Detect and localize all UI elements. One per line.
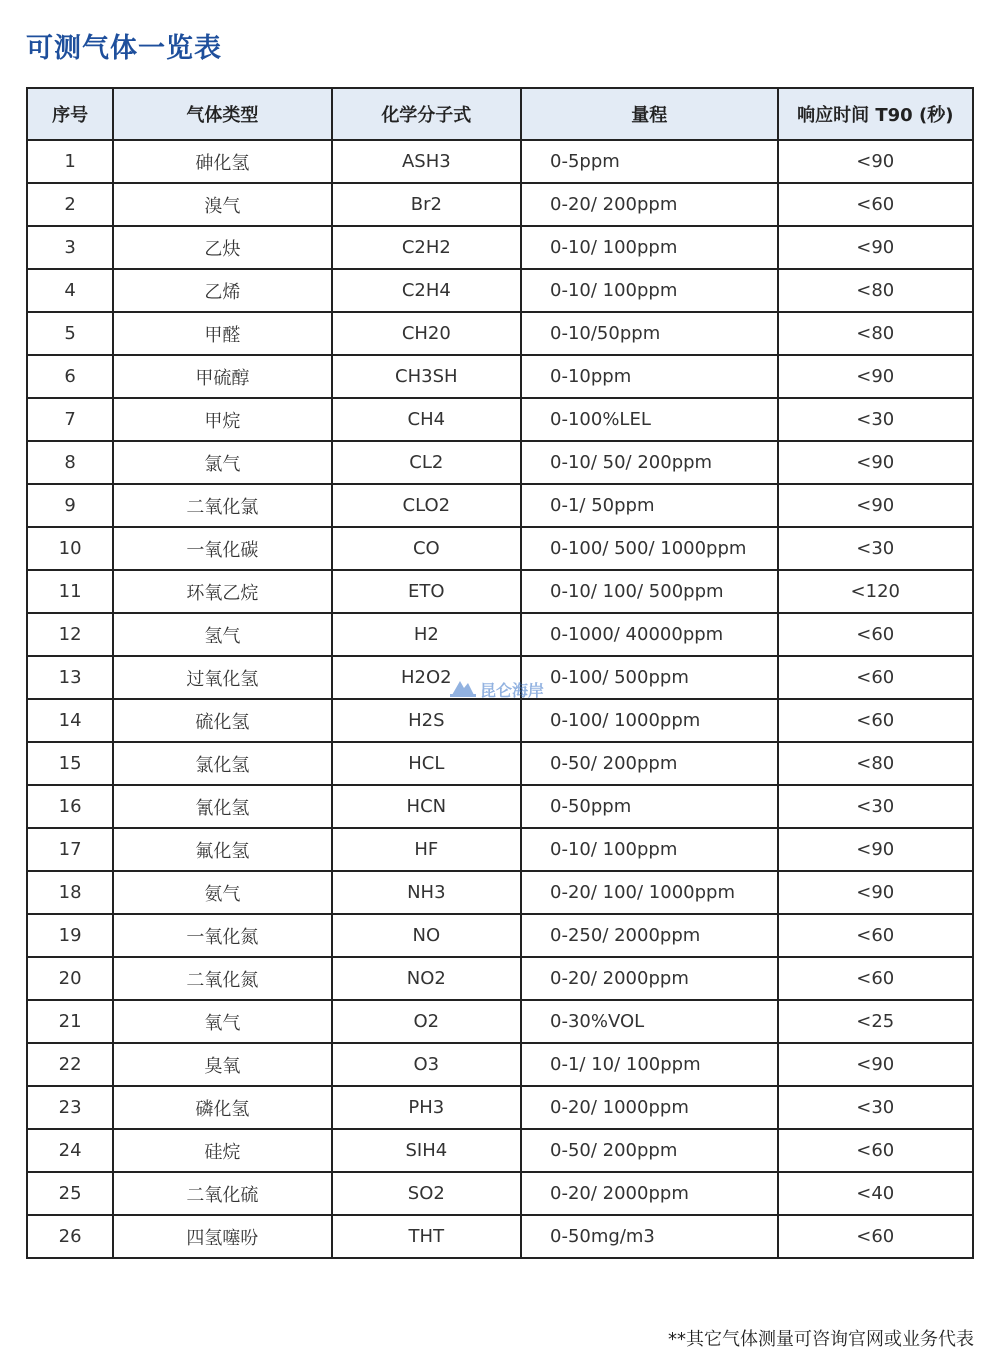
cell-gas-type: 乙炔 xyxy=(113,226,331,269)
cell-range: 0-50ppm xyxy=(521,785,778,828)
table-header xyxy=(27,88,973,140)
cell-formula: HF xyxy=(332,828,521,871)
cell-formula: ETO xyxy=(332,570,521,613)
table-row xyxy=(27,914,973,957)
table-row xyxy=(27,699,973,742)
cell-response-time: <90 xyxy=(778,355,973,398)
cell-index: 17 xyxy=(27,828,113,871)
cell-range: 0-100/ 1000ppm xyxy=(521,699,778,742)
cell-range: 0-1/ 50ppm xyxy=(521,484,778,527)
cell-formula: CL2 xyxy=(332,441,521,484)
cell-range: 0-1/ 10/ 100ppm xyxy=(521,1043,778,1086)
cell-formula: ASH3 xyxy=(332,140,521,183)
cell-index: 19 xyxy=(27,914,113,957)
cell-index: 13 xyxy=(27,656,113,699)
cell-gas-type: 二氧化硫 xyxy=(113,1172,331,1215)
cell-gas-type: 氟化氢 xyxy=(113,828,331,871)
watermark-text: 昆仑海岸 xyxy=(480,681,545,700)
cell-formula: C2H2 xyxy=(332,226,521,269)
cell-formula: CLO2 xyxy=(332,484,521,527)
cell-index: 2 xyxy=(27,183,113,226)
cell-response-time: <60 xyxy=(778,699,973,742)
table-row xyxy=(27,312,973,355)
gas-table xyxy=(26,87,974,1259)
cell-response-time: <80 xyxy=(778,742,973,785)
table-row xyxy=(27,484,973,527)
cell-range: 0-10ppm xyxy=(521,355,778,398)
cell-gas-type: 一氧化氮 xyxy=(113,914,331,957)
cell-gas-type: 硅烷 xyxy=(113,1129,331,1172)
cell-range: 0-20/ 2000ppm xyxy=(521,1172,778,1215)
table-row xyxy=(27,527,973,570)
cell-index: 18 xyxy=(27,871,113,914)
cell-index: 1 xyxy=(27,140,113,183)
cell-range: 0-250/ 2000ppm xyxy=(521,914,778,957)
cell-response-time: <30 xyxy=(778,527,973,570)
table-row xyxy=(27,1215,973,1258)
cell-gas-type: 砷化氢 xyxy=(113,140,331,183)
cell-response-time: <60 xyxy=(778,1129,973,1172)
table-row xyxy=(27,441,973,484)
cell-formula: CH20 xyxy=(332,312,521,355)
cell-index: 25 xyxy=(27,1172,113,1215)
cell-formula: PH3 xyxy=(332,1086,521,1129)
cell-formula: O2 xyxy=(332,1000,521,1043)
cell-index: 21 xyxy=(27,1000,113,1043)
cell-range: 0-30%VOL xyxy=(521,1000,778,1043)
cell-gas-type: 氯化氢 xyxy=(113,742,331,785)
cell-range: 0-50/ 200ppm xyxy=(521,742,778,785)
cell-gas-type: 氢气 xyxy=(113,613,331,656)
cell-gas-type: 氰化氢 xyxy=(113,785,331,828)
cell-gas-type: 硫化氢 xyxy=(113,699,331,742)
cell-response-time: <30 xyxy=(778,398,973,441)
cell-formula: O3 xyxy=(332,1043,521,1086)
cell-response-time: <60 xyxy=(778,656,973,699)
cell-range: 0-20/ 2000ppm xyxy=(521,957,778,1000)
cell-index: 14 xyxy=(27,699,113,742)
cell-index: 15 xyxy=(27,742,113,785)
cell-formula: NO2 xyxy=(332,957,521,1000)
cell-response-time: <60 xyxy=(778,914,973,957)
header-row xyxy=(27,88,973,140)
table-row xyxy=(27,613,973,656)
cell-response-time: <80 xyxy=(778,269,973,312)
cell-range: 0-10/ 100ppm xyxy=(521,828,778,871)
cell-response-time: <60 xyxy=(778,957,973,1000)
cell-formula: C2H4 xyxy=(332,269,521,312)
cell-formula: H2O2 xyxy=(332,656,521,699)
table-row xyxy=(27,226,973,269)
table-row xyxy=(27,742,973,785)
cell-index: 23 xyxy=(27,1086,113,1129)
cell-formula: HCL xyxy=(332,742,521,785)
table-row xyxy=(27,957,973,1000)
cell-index: 22 xyxy=(27,1043,113,1086)
cell-index: 5 xyxy=(27,312,113,355)
cell-index: 8 xyxy=(27,441,113,484)
cell-response-time: <90 xyxy=(778,828,973,871)
cell-range: 0-20/ 200ppm xyxy=(521,183,778,226)
cell-formula: THT xyxy=(332,1215,521,1258)
cell-gas-type: 氨气 xyxy=(113,871,331,914)
cell-range: 0-100%LEL xyxy=(521,398,778,441)
cell-response-time: <90 xyxy=(778,871,973,914)
cell-formula: H2 xyxy=(332,613,521,656)
table-row xyxy=(27,398,973,441)
table-row xyxy=(27,140,973,183)
table-row xyxy=(27,269,973,312)
table-row xyxy=(27,828,973,871)
cell-index: 24 xyxy=(27,1129,113,1172)
header-formula: 化学分子式 xyxy=(332,88,521,140)
cell-range: 0-10/ 100ppm xyxy=(521,269,778,312)
cell-gas-type: 四氢噻吩 xyxy=(113,1215,331,1258)
cell-index: 7 xyxy=(27,398,113,441)
cell-formula: CO xyxy=(332,527,521,570)
cell-response-time: <90 xyxy=(778,484,973,527)
footnote: **其它气体测量可咨询官网或业务代表 xyxy=(668,1329,974,1350)
cell-gas-type: 氧气 xyxy=(113,1000,331,1043)
table-row xyxy=(27,570,973,613)
cell-gas-type: 甲烷 xyxy=(113,398,331,441)
table-row xyxy=(27,1000,973,1043)
cell-gas-type: 溴气 xyxy=(113,183,331,226)
cell-range: 0-100/ 500/ 1000ppm xyxy=(521,527,778,570)
header-index: 序号 xyxy=(27,88,113,140)
cell-range: 0-20/ 100/ 1000ppm xyxy=(521,871,778,914)
table-row xyxy=(27,183,973,226)
cell-gas-type: 二氧化氯 xyxy=(113,484,331,527)
cell-response-time: <80 xyxy=(778,312,973,355)
cell-formula: NO xyxy=(332,914,521,957)
cell-index: 3 xyxy=(27,226,113,269)
cell-response-time: <90 xyxy=(778,140,973,183)
cell-range: 0-100/ 500ppm xyxy=(521,656,778,699)
cell-index: 9 xyxy=(27,484,113,527)
header-range: 量程 xyxy=(521,88,778,140)
cell-range: 0-50mg/m3 xyxy=(521,1215,778,1258)
cell-gas-type: 磷化氢 xyxy=(113,1086,331,1129)
table-row xyxy=(27,355,973,398)
cell-response-time: <90 xyxy=(778,226,973,269)
cell-response-time: <90 xyxy=(778,1043,973,1086)
cell-formula: CH3SH xyxy=(332,355,521,398)
cell-gas-type: 环氧乙烷 xyxy=(113,570,331,613)
cell-index: 20 xyxy=(27,957,113,1000)
cell-gas-type: 甲醛 xyxy=(113,312,331,355)
cell-response-time: <30 xyxy=(778,785,973,828)
cell-gas-type: 氯气 xyxy=(113,441,331,484)
table-body xyxy=(27,140,973,1258)
table-row xyxy=(27,656,973,699)
page-title: 可测气体一览表 xyxy=(26,33,222,64)
cell-gas-type: 甲硫醇 xyxy=(113,355,331,398)
cell-response-time: <40 xyxy=(778,1172,973,1215)
table-row xyxy=(27,1086,973,1129)
cell-gas-type: 过氧化氢 xyxy=(113,656,331,699)
cell-range: 0-20/ 1000ppm xyxy=(521,1086,778,1129)
cell-index: 12 xyxy=(27,613,113,656)
cell-formula: Br2 xyxy=(332,183,521,226)
cell-response-time: <25 xyxy=(778,1000,973,1043)
cell-gas-type: 二氧化氮 xyxy=(113,957,331,1000)
cell-response-time: <60 xyxy=(778,183,973,226)
cell-range: 0-10/ 100ppm xyxy=(521,226,778,269)
cell-gas-type: 臭氧 xyxy=(113,1043,331,1086)
cell-index: 6 xyxy=(27,355,113,398)
cell-formula: H2S xyxy=(332,699,521,742)
cell-index: 11 xyxy=(27,570,113,613)
cell-range: 0-1000/ 40000ppm xyxy=(521,613,778,656)
table-row xyxy=(27,1043,973,1086)
table-row xyxy=(27,871,973,914)
cell-response-time: <120 xyxy=(778,570,973,613)
table-row xyxy=(27,1129,973,1172)
cell-index: 10 xyxy=(27,527,113,570)
cell-formula: NH3 xyxy=(332,871,521,914)
cell-gas-type: 乙烯 xyxy=(113,269,331,312)
cell-range: 0-10/ 50/ 200ppm xyxy=(521,441,778,484)
cell-response-time: <30 xyxy=(778,1086,973,1129)
cell-gas-type: 一氧化碳 xyxy=(113,527,331,570)
cell-response-time: <60 xyxy=(778,613,973,656)
cell-formula: SO2 xyxy=(332,1172,521,1215)
cell-formula: SIH4 xyxy=(332,1129,521,1172)
cell-range: 0-50/ 200ppm xyxy=(521,1129,778,1172)
cell-range: 0-10/ 100/ 500ppm xyxy=(521,570,778,613)
header-gas-type: 气体类型 xyxy=(113,88,331,140)
header-response-time: 响应时间 T90 (秒) xyxy=(778,88,973,140)
cell-formula: HCN xyxy=(332,785,521,828)
cell-formula: CH4 xyxy=(332,398,521,441)
cell-range: 0-5ppm xyxy=(521,140,778,183)
cell-index: 26 xyxy=(27,1215,113,1258)
cell-range: 0-10/50ppm xyxy=(521,312,778,355)
table-row xyxy=(27,1172,973,1215)
cell-index: 4 xyxy=(27,269,113,312)
cell-response-time: <90 xyxy=(778,441,973,484)
cell-response-time: <60 xyxy=(778,1215,973,1258)
table-row xyxy=(27,785,973,828)
cell-index: 16 xyxy=(27,785,113,828)
